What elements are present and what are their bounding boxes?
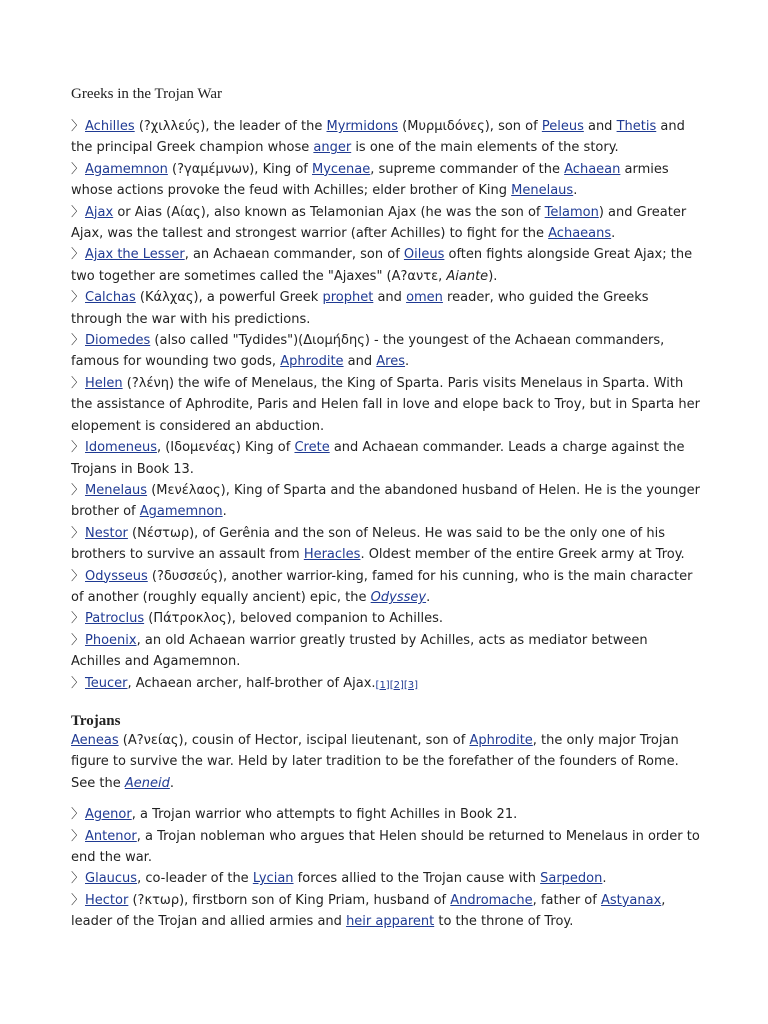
wiki-link[interactable]: Idomeneus — [85, 440, 157, 456]
trojans-heading: Trojans — [71, 712, 121, 729]
body-text: often fights alongside Great Ajax; the two together are sometimes called the "Ajaxes" (Α?αντε, — [71, 247, 693, 284]
bullet-marker: 〉 — [71, 807, 85, 823]
bullet-marker: 〉 — [71, 440, 85, 456]
body-text: (Νέστωρ), of Gerênia and the son of Neleus. He was said to be the only one of his brothers to survive an assault from — [71, 525, 666, 563]
body-text: ) and Greater Ajax, was the tallest and strongest warrior (after Achilles) to fight for the — [71, 204, 687, 242]
wiki-link[interactable]: Ares — [376, 354, 406, 370]
wiki-link[interactable]: Mycenae — [312, 161, 371, 177]
document-page — [71, 86, 701, 933]
body-text: or Aias (Αίας), also known as Telamonian Ajax (he was the son of — [113, 204, 545, 220]
body-text: ). — [488, 268, 498, 284]
list-entry — [71, 523, 701, 566]
list-entry — [71, 566, 701, 609]
wiki-link[interactable]: Teucer — [85, 675, 128, 691]
bullet-marker: 〉 — [71, 161, 85, 177]
wiki-link[interactable]: Heracles — [303, 547, 361, 563]
list-entry — [71, 480, 701, 523]
list-entry — [71, 116, 701, 159]
body-text: (Μυρμιδόνες), son of — [398, 119, 542, 134]
wiki-link[interactable]: Patroclus — [85, 611, 145, 627]
list-entry — [71, 673, 701, 696]
list-entry — [71, 608, 701, 629]
body-text: , father of — [532, 892, 601, 908]
wiki-link[interactable]: Odyssey — [370, 589, 427, 605]
wiki-link[interactable]: Andromache — [450, 892, 533, 908]
list-entry — [71, 437, 701, 480]
wiki-link[interactable]: Lycian — [252, 871, 294, 887]
body-text: (?χιλλεύς), the leader of the — [134, 119, 327, 134]
body-text: (?λένη) the wife of Menelaus, the King of Sparta. Paris visits Menelaus in Sparta. With the assistance of Aphrodite, Paris and Helen fall in love and elope back to Troy, but in Sparta her elopement is considered an abduction. — [71, 375, 700, 434]
wiki-link[interactable]: Ajax the Lesser — [85, 247, 185, 263]
list-entry — [71, 826, 701, 869]
bullet-marker: 〉 — [71, 119, 85, 134]
list-entry — [71, 630, 701, 673]
wiki-link[interactable]: Aphrodite — [469, 732, 533, 748]
wiki-link[interactable]: Aphrodite — [280, 354, 344, 370]
wiki-link[interactable]: Diomedes — [85, 333, 151, 349]
body-text: . — [169, 775, 174, 791]
wiki-link[interactable]: Odysseus — [85, 568, 148, 584]
bullet-marker: 〉 — [71, 333, 85, 349]
body-text: (?γαμέμνων), King of — [167, 161, 312, 177]
wiki-link[interactable]: prophet — [322, 290, 374, 306]
body-text: , co-leader of the — [137, 871, 253, 887]
body-text: and — [343, 354, 377, 370]
trojans-list — [71, 804, 701, 932]
body-text: , (Ιδομενέας) King of — [156, 440, 295, 456]
body-text: , leader of the Trojan and allied armies and — [71, 892, 666, 930]
body-text: , the only major Trojan figure to survive the war. Held by later tradition to be the forefather of the founders of Rome. See the — [71, 732, 679, 791]
body-text: (?κτωρ), firstborn son of King Priam, husband of — [128, 892, 451, 908]
body-text: , a Trojan nobleman who argues that Helen should be returned to Menelaus in order to end the war. — [71, 828, 700, 865]
body-text: forces allied to the Trojan cause with — [293, 871, 541, 887]
list-entry — [71, 373, 701, 437]
bullet-marker: 〉 — [71, 892, 85, 908]
bullet-marker: 〉 — [71, 290, 85, 306]
wiki-link[interactable]: Achaeans — [548, 226, 612, 242]
wiki-link[interactable]: anger — [313, 140, 352, 156]
bullet-marker: 〉 — [71, 828, 85, 844]
wiki-link[interactable]: Oileus — [403, 247, 445, 263]
wiki-link[interactable]: Peleus — [541, 119, 584, 134]
body-text: . Oldest member of the entire Greek army at Troy. — [360, 547, 685, 563]
wiki-link[interactable]: Calchas — [85, 290, 136, 306]
body-text: (Πάτροκλος), beloved companion to Achilles. — [144, 611, 444, 627]
wiki-link[interactable]: Menelaus — [511, 183, 574, 199]
body-text: , supreme commander of the — [370, 161, 565, 177]
wiki-link[interactable]: Helen — [85, 375, 123, 391]
bullet-marker: 〉 — [71, 632, 85, 648]
wiki-link[interactable]: Ajax — [85, 204, 114, 220]
body-text: (also called "Tydides")(Διομήδης) - the youngest of the Achaean commanders, famous for wounding two gods, — [71, 333, 665, 370]
body-text: (Μενέλαος), King of Sparta and the abandoned husband of Helen. He is the younger brother of — [71, 482, 700, 520]
wiki-link[interactable]: Achilles — [85, 119, 135, 134]
citation-link[interactable]: [1] — [375, 679, 390, 691]
bullet-marker: 〉 — [71, 247, 85, 263]
wiki-link[interactable]: Glaucus — [85, 871, 138, 887]
body-text: and Achaean commander. Leads a charge against the Trojans in Book 13. — [71, 440, 685, 477]
body-text: armies whose actions provoke the feud with Achilles; elder brother of King — [71, 161, 669, 199]
list-entry — [71, 287, 701, 330]
greeks-heading: Greeks in the Trojan War — [71, 86, 222, 102]
list-entry — [71, 244, 701, 287]
body-text: . — [222, 504, 227, 520]
body-text: , a Trojan warrior who attempts to fight Achilles in Book 21. — [131, 807, 518, 823]
greeks-list — [71, 116, 701, 696]
body-text: is one of the main elements of the story. — [351, 140, 619, 156]
list-entry — [71, 159, 701, 202]
wiki-link[interactable]: Achaean — [564, 161, 621, 177]
list-entry — [71, 890, 701, 933]
wiki-link[interactable]: omen — [406, 290, 443, 306]
bullet-marker: 〉 — [71, 675, 85, 691]
body-text: . — [426, 589, 431, 605]
body-text: . — [602, 871, 607, 887]
wiki-link[interactable]: heir apparent — [346, 914, 435, 930]
wiki-link[interactable]: Nestor — [85, 525, 128, 541]
bullet-marker: 〉 — [71, 375, 85, 391]
wiki-link[interactable]: Hector — [85, 892, 129, 908]
body-text: . — [405, 354, 410, 370]
bullet-marker: 〉 — [71, 568, 85, 584]
wiki-link[interactable]: Thetis — [616, 119, 657, 134]
body-text: reader, who guided the Greeks through the war with his predictions. — [71, 290, 649, 327]
wiki-link[interactable]: Myrmidons — [326, 119, 399, 134]
wiki-link[interactable]: Agenor — [85, 807, 132, 823]
wiki-link[interactable]: Sarpedon — [540, 871, 603, 887]
wiki-link[interactable]: Aeneid — [124, 775, 170, 791]
citation-link[interactable]: [2] — [389, 679, 404, 691]
wiki-link[interactable]: Agamemnon — [85, 161, 168, 177]
body-text: , an old Achaean warrior greatly trusted by Achilles, acts as mediator between Achilles and Agamemnon. — [71, 632, 648, 670]
italic-text: Aiante — [446, 268, 489, 284]
bullet-marker: 〉 — [71, 525, 85, 541]
body-text: , an Achaean commander, son of — [184, 247, 404, 263]
wiki-link[interactable]: Telamon — [544, 204, 599, 220]
wiki-link[interactable]: Menelaus — [85, 482, 148, 498]
list-entry — [71, 202, 701, 245]
list-entry — [71, 804, 701, 825]
wiki-link[interactable]: Aeneas — [71, 732, 119, 748]
citation-link[interactable]: [3] — [403, 679, 419, 691]
wiki-link[interactable]: Astyanax — [600, 892, 662, 908]
body-text: and — [583, 119, 617, 134]
bullet-marker: 〉 — [71, 871, 85, 887]
body-text: and — [373, 290, 407, 306]
wiki-link[interactable]: Crete — [294, 440, 330, 456]
body-text: . — [573, 183, 578, 199]
bullet-marker: 〉 — [71, 611, 85, 627]
trojans-intro — [71, 730, 701, 794]
body-text: to the throne of Troy. — [434, 914, 574, 930]
body-text: , Achaean archer, half-brother of Ajax. — [127, 675, 376, 691]
wiki-link[interactable]: Phoenix — [85, 632, 137, 648]
list-entry — [71, 330, 701, 373]
wiki-link[interactable]: Antenor — [85, 828, 137, 844]
bullet-marker: 〉 — [71, 204, 85, 220]
wiki-link[interactable]: Agamemnon — [139, 504, 223, 520]
bullet-marker: 〉 — [71, 482, 85, 498]
body-text: (Κάλχας), a powerful Greek — [135, 290, 323, 306]
body-text: (Α?νείας), cousin of Hector, iscipal lieutenant, son of — [118, 732, 470, 748]
body-text: (?δυσσεύς), another warrior-king, famed for his cunning, who is the main character of another (roughly equally ancient) epic, the — [71, 568, 693, 605]
trojans-section — [71, 713, 701, 933]
body-text: . — [611, 226, 616, 242]
body-text: and the principal Greek champion whose — [71, 119, 685, 156]
list-entry — [71, 868, 701, 889]
